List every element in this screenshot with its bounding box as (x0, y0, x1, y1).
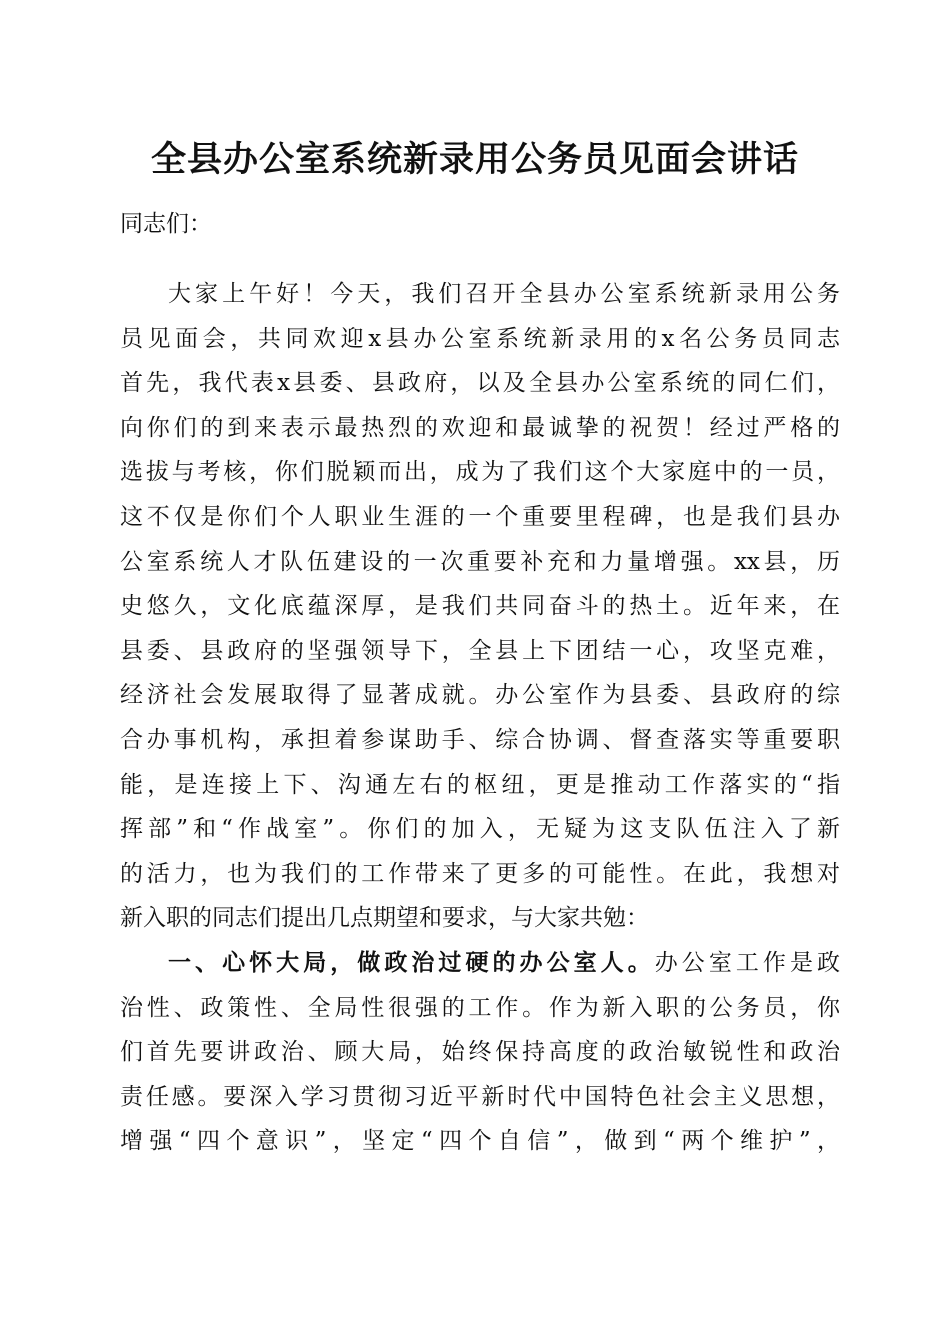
body-line: 挥部”和“作战室”。你们的加入，无疑为这支队伍注入了新 (120, 816, 840, 843)
body-line: 员见面会，共同欢迎x县办公室系统新录用的x名公务员同志 (120, 325, 840, 352)
body-line: 们首先要讲政治、顾大局，始终保持高度的政治敏锐性和政治 (120, 1039, 840, 1066)
document-title: 全县办公室系统新录用公务员见面会讲话 (150, 139, 799, 180)
body-line: 县委、县政府的坚强领导下，全县上下团结一心，攻坚克难， (120, 637, 840, 664)
section-1-line (120, 941, 840, 986)
body-line: 经济社会发展取得了显著成就。办公室作为县委、县政府的综 (120, 682, 840, 709)
body-line: 公室系统人才队伍建设的一次重要补充和力量增强。xx县，历 (120, 548, 840, 575)
salutation: 同志们： (120, 211, 212, 237)
body-line: 增强“四个意识”，坚定“四个自信”，做到“两个维护”， (120, 1128, 840, 1155)
body-line: 大家上午好！今天，我们召开全县办公室系统新录用公务 (168, 281, 840, 307)
body-line: 能，是连接上下、沟通左右的枢纽，更是推动工作落实的“指 (120, 771, 840, 798)
body-line: 治性、政策性、全局性很强的工作。作为新入职的公务员，你 (120, 994, 840, 1021)
body-line: 新入职的同志们提出几点期望和要求，与大家共勉： (120, 905, 649, 932)
document-body (120, 272, 840, 1164)
body-line: 这不仅是你们个人职业生涯的一个重要里程碑，也是我们县办 (120, 503, 840, 530)
body-line: 史悠久，文化底蕴深厚，是我们共同奋斗的热土。近年来，在 (120, 593, 840, 620)
body-line: 选拔与考核，你们脱颖而出，成为了我们这个大家庭中的一员， (120, 459, 840, 486)
body-line: 合办事机构，承担着参谋助手、综合协调、督查落实等重要职 (120, 726, 840, 753)
section-1-heading: 一、心怀大局，做政治过硬的办公室人。 (168, 948, 655, 976)
section-1-text: 办公室工作是政 (654, 949, 840, 976)
body-line: 的活力，也为我们的工作带来了更多的可能性。在此，我想对 (120, 860, 840, 887)
body-line: 首先，我代表x县委、县政府，以及全县办公室系统的同仁们， (120, 370, 840, 397)
body-line: 责任感。要深入学习贯彻习近平新时代中国特色社会主义思想， (120, 1083, 840, 1110)
body-line: 向你们的到来表示最热烈的欢迎和最诚挚的祝贺！经过严格的 (120, 414, 840, 441)
